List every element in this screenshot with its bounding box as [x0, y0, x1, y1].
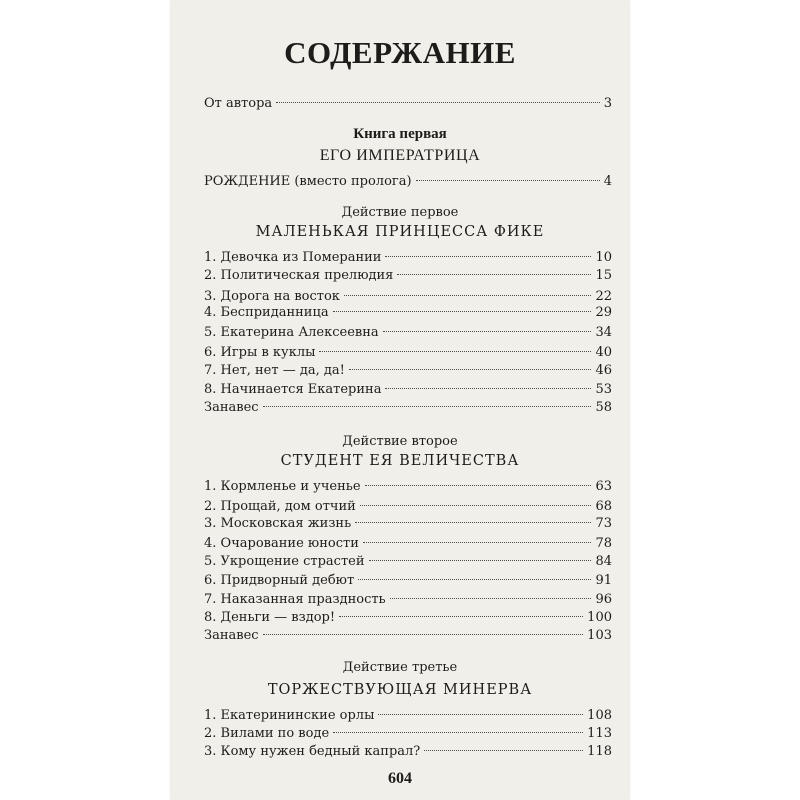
act-2-label: Действие второе	[342, 434, 458, 449]
dot-leader	[349, 369, 592, 370]
dot-leader	[378, 714, 583, 715]
toc-entry-page: 108	[587, 708, 612, 723]
toc-entry-page: 58	[595, 400, 612, 415]
toc-entry-label: 2. Прощай, дом отчий	[204, 499, 356, 514]
toc-entry-page: 10	[595, 250, 612, 265]
toc-entry-label: 4. Очарование юности	[204, 536, 359, 551]
dot-leader	[333, 311, 592, 312]
toc-entry-label: Занавес	[204, 628, 259, 643]
toc-entry-label: 5. Екатерина Алексеевна	[204, 325, 379, 340]
toc-entry-label: 8. Деньги — вздор!	[204, 610, 336, 625]
toc-entry-page: 96	[595, 592, 612, 607]
toc-entry-label: 3. Дорога на восток	[204, 289, 340, 304]
toc-entry-label: 2. Политическая прелюдия	[204, 268, 394, 283]
toc-entry	[204, 248, 612, 268]
toc-entry-label: 6. Придворный дебют	[204, 573, 355, 588]
dot-leader	[424, 750, 583, 751]
toc-entry-page: 29	[595, 305, 612, 320]
dot-leader	[276, 102, 600, 103]
toc-entry-page: 3	[603, 96, 612, 111]
toc-entry-page: 91	[595, 573, 612, 588]
toc-entry-label: 2. Вилами по воде	[204, 726, 330, 741]
dot-leader	[263, 406, 592, 407]
act-3-label: Действие третье	[342, 660, 458, 675]
toc-entry-label: 6. Игры в куклы	[204, 345, 316, 360]
toc-entry-label: 3. Московская жизнь	[204, 516, 352, 531]
dot-leader	[355, 522, 591, 523]
toc-entry	[204, 608, 612, 628]
toc-entry	[204, 571, 612, 591]
dot-leader	[319, 351, 591, 352]
toc-entry-page: 78	[595, 536, 612, 551]
toc-entry-label: 7. Наказанная праздность	[204, 592, 386, 607]
toc-entry-label: 1. Екатерининские орлы	[204, 708, 375, 723]
toc-entry	[204, 724, 612, 744]
toc-entry	[204, 477, 612, 497]
toc-entry-preface	[204, 94, 612, 114]
dot-leader	[397, 274, 591, 275]
toc-entry-label: 7. Нет, нет — да, да!	[204, 363, 345, 378]
toc-entry	[204, 552, 612, 572]
toc-entry-label: 8. Начинается Екатерина	[204, 382, 382, 397]
toc-entry-page: 15	[595, 268, 612, 283]
toc-entry	[204, 361, 612, 381]
dot-leader	[344, 295, 592, 296]
page-title: СОДЕРЖАНИЕ	[284, 35, 516, 70]
toc-entry-label: Занавес	[204, 400, 259, 415]
toc-entry-page: 46	[595, 363, 612, 378]
dot-leader	[385, 256, 591, 257]
toc-entry	[204, 706, 612, 726]
toc-entry-page: 100	[587, 610, 612, 625]
book-title: ЕГО ИМПЕРАТРИЦА	[319, 147, 481, 164]
toc-entry	[204, 590, 612, 610]
dot-leader	[358, 579, 591, 580]
toc-entry-page: 34	[595, 325, 612, 340]
toc-entry-label: РОЖДЕНИЕ (вместо пролога)	[204, 174, 412, 189]
toc-entry	[204, 398, 612, 418]
toc-entry-label: 1. Девочка из Померании	[204, 250, 382, 265]
toc-entry-page: 53	[595, 382, 612, 397]
toc-entry	[204, 266, 612, 286]
toc-entry-label: 1. Кормленье и ученье	[204, 479, 361, 494]
dot-leader	[360, 505, 592, 506]
dot-leader	[385, 388, 591, 389]
toc-entry-page: 118	[587, 744, 612, 759]
dot-leader	[369, 560, 592, 561]
toc-entry	[204, 343, 612, 363]
toc-entry-page: 4	[603, 174, 612, 189]
toc-entry-label: 4. Бесприданница	[204, 305, 329, 320]
toc-entry	[204, 303, 612, 323]
dot-leader	[390, 598, 592, 599]
toc-entry-prologue	[204, 172, 612, 192]
toc-entry-page: 22	[595, 289, 612, 304]
toc-entry	[204, 380, 612, 400]
dot-leader	[363, 542, 592, 543]
act-1-label: Действие первое	[341, 205, 459, 220]
toc-entry-page: 84	[595, 554, 612, 569]
toc-entry-page: 68	[595, 499, 612, 514]
page-number: 604	[388, 770, 412, 787]
toc-entry	[204, 514, 612, 534]
dot-leader	[263, 634, 584, 635]
dot-leader	[333, 732, 583, 733]
dot-leader	[365, 485, 592, 486]
toc-entry-label: От автора	[204, 96, 273, 111]
dot-leader	[416, 180, 600, 181]
act-2-title: СТУДЕНТ ЕЯ ВЕЛИЧЕСТВА	[280, 453, 520, 469]
toc-entry-page: 103	[587, 628, 612, 643]
toc-entry-page: 40	[595, 345, 612, 360]
toc-entry	[204, 626, 612, 646]
book-label: Книга первая	[353, 126, 447, 142]
toc-entry-label: 5. Укрощение страстей	[204, 554, 365, 569]
toc-entry-page: 63	[595, 479, 612, 494]
dot-leader	[339, 616, 583, 617]
act-1-title: МАЛЕНЬКАЯ ПРИНЦЕССА ФИКЕ	[255, 224, 545, 240]
toc-entry-label: 3. Кому нужен бедный капрал?	[204, 744, 421, 759]
toc-entry	[204, 534, 612, 554]
toc-entry	[204, 742, 612, 762]
toc-entry	[204, 323, 612, 343]
toc-entry-page: 113	[587, 726, 612, 741]
dot-leader	[383, 331, 592, 332]
act-3-title: ТОРЖЕСТВУЮЩАЯ МИНЕРВА	[267, 682, 533, 698]
toc-entry-page: 73	[595, 516, 612, 531]
